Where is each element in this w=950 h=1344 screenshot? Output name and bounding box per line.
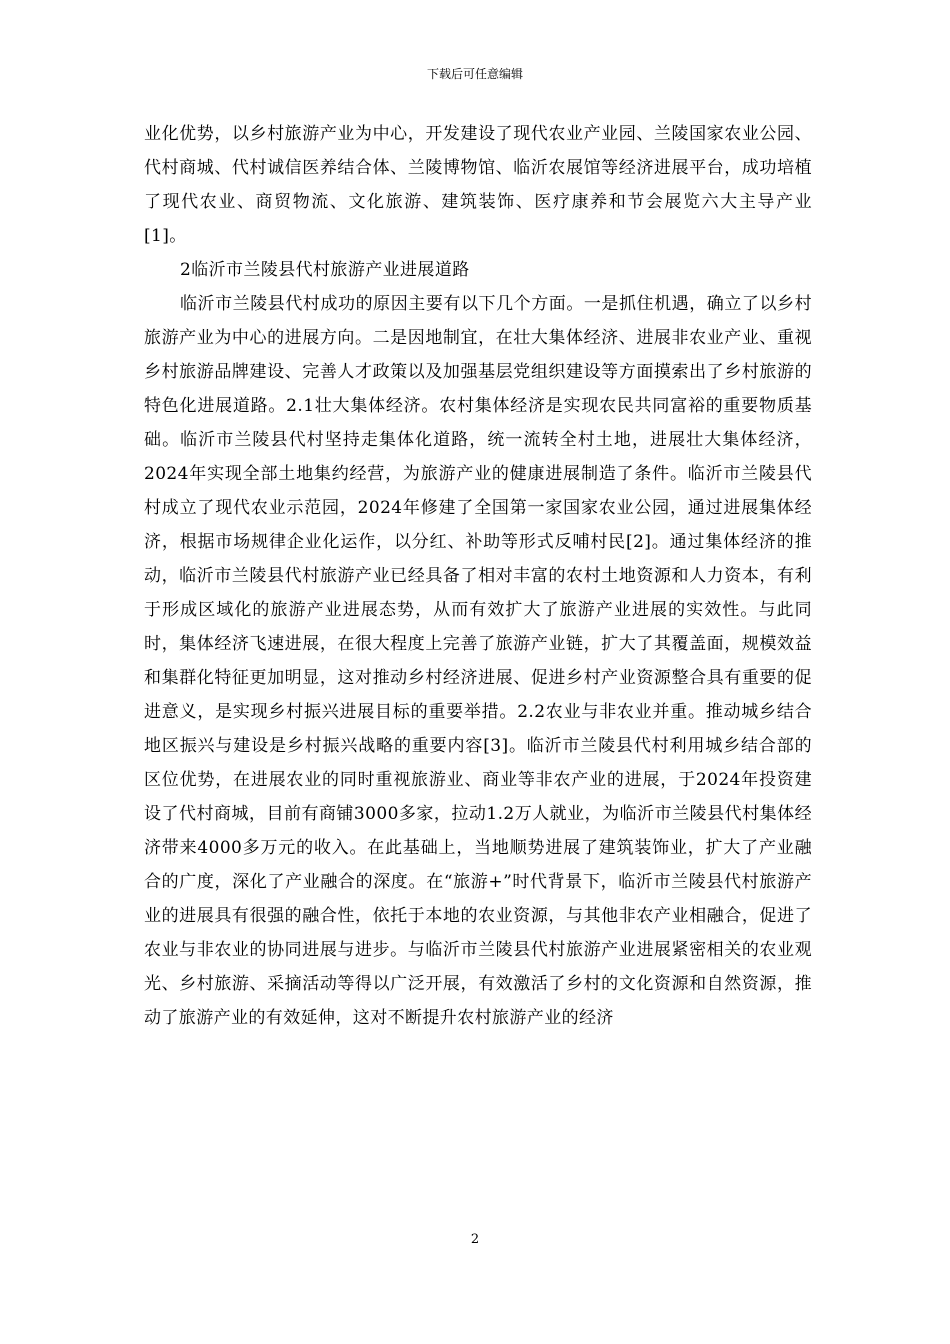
section-heading: 2临沂市兰陵县代村旅游产业进展道路: [180, 260, 470, 280]
page-header: 下载后可任意编辑: [426, 67, 523, 81]
body-paragraph: 临沂市兰陵县代村成功的原因主要有以下几个方面。一是抓住机遇，确立了以乡村旅游产业为中心的进展方向。二是因地制宜，在壮大集体经济、进展非农业产业、重视乡村旅游品牌建设、完善人才政策以及加强基层党组织建设等方面摸索出了乡村旅游的特色化进展道路。2.1壮大集体经济。农村集体经济是实现农民共同富裕的重要物质基础。临沂市兰陵县代村坚持走集体化道路，统一流转全村土地，进展壮大集体经济，2024年实现全部土地集约经营，为旅游产业的健康进展制造了条件。临沂市兰陵县代村成立了现代农业示范园，2024年修建了全国第一家国家农业公园，通过进展集体经济，根据市场规律企业化运作，以分红、补助等形式反哺村民[2]。通过集体经济的推动，临沂市兰陵县代村旅游产业已经具备了相对丰富的农村土地资源和人力资本，有利于形成区域化的旅游产业进展态势，从而有效扩大了旅游产业进展的实效性。与此同时，集体经济飞速进展，在很大程度上完善了旅游产业链，扩大了其覆盖面，规模效益和集群化特征更加明显，这对推动乡村经济进展、促进乡村产业资源整合具有重要的促进意义，是实现乡村振兴进展目标的重要举措。2.2农业与非农业并重。推动城乡结合地区振兴与建设是乡村振兴战略的重要内容[3]。临沂市兰陵县代村利用城乡结合部的区位优势，在进展农业的同时重视旅游业、商业等非农产业的进展，于2024年投资建设了代村商城，目前有商铺3000多家，拉动1.2万人就业，为临沂市兰陵县代村集体经济带来4000多万元的收入。在此基础上，当地顺势进展了建筑装饰业，扩大了产业融合的广度，深化了产业融合的深度。在“旅游+”时代背景下，临沂市兰陵县代村旅游产业的进展具有很强的融合性，依托于本地的农业资源，与其他非农产业相融合，促进了农业与非农业的协同进展与进步。与临沂市兰陵县代村旅游产业进展紧密相关的农业观光、乡村旅游、采摘活动等得以广泛开展，有效激活了乡村的文化资源和自然资源，推动了旅游产业的有效延伸，这对不断提升农村旅游产业的经济: [144, 294, 812, 1028]
document-body: [144, 117, 812, 1035]
page-number: 2: [470, 1232, 480, 1247]
body-paragraph-continued: 业化优势，以乡村旅游产业为中心，开发建设了现代农业产业园、兰陵国家农业公园、代村商城、代村诚信医养结合体、兰陵博物馆、临沂农展馆等经济进展平台，成功培植了现代农业、商贸物流、文化旅游、建筑装饰、医疗康养和节会展览六大主导产业[1]。: [144, 124, 812, 246]
